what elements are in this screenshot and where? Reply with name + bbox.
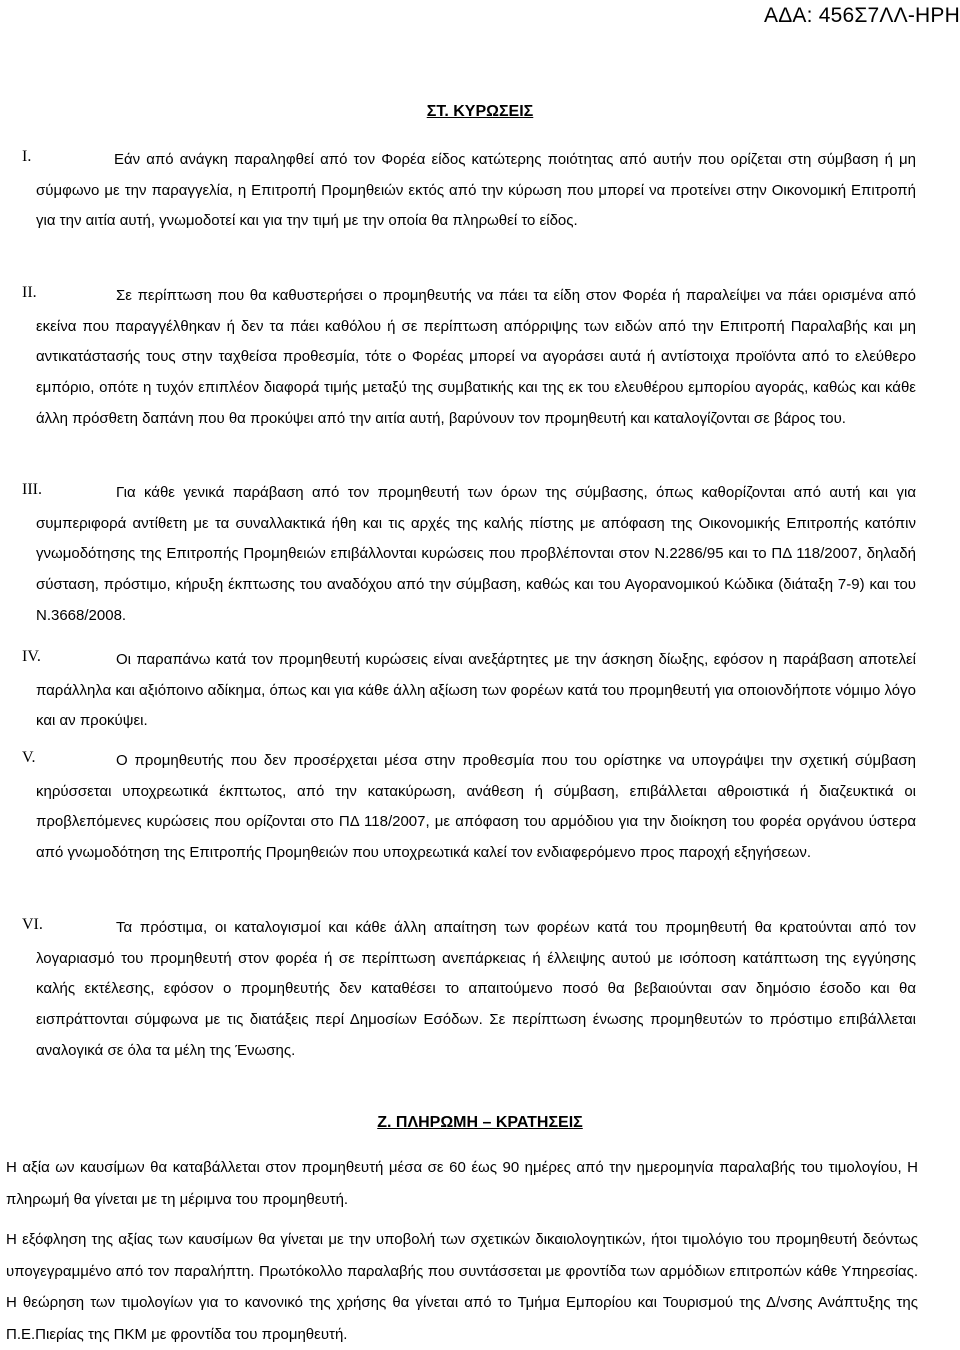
item-text-3: Για κάθε γενικά παράβαση από τον προμηθευτή των όρων της σύμβασης, όπως καθορίζονται από αυτή και για συμπεριφορά αντίθετη με τα συναλλακτικά ήθη και τις αρχές της καλής πίστης με απόφαση της Οικονομικής Επιτροπής κατόπιν γνωμοδότησης της Επιτροπής Προμηθειών επιβάλλονται κυρώσεις που προβλέπονται στον Ν.2286/95 και το ΠΔ 118/2007, δηλαδή σύσταση, πρόστιμο, κήρυξη έκπτωσης του αναδόχου από την σύμβαση, καθώς και του Αγορανομικού Κώδικα (διάταξη 7-9) και του Ν.3668/2008. (36, 484, 916, 624)
item-text-4: Οι παραπάνω κατά τον προμηθευτή κυρώσεις είναι ανεξάρτητες με την άσκηση δίωξης, εφόσον η παράβαση αποτελεί παράλληλα και αξιόποινο αδίκημα, όπως και για κάθε άλλη αξίωση των φορέων κατά του προμηθευτή για οποιονδήποτε νόμιμο λόγο και αν προκύψει. (36, 651, 916, 730)
item-numeral-3: III. (22, 481, 42, 498)
item-numeral-1: I. (22, 148, 32, 165)
payment-paragraph-1: Η αξία ων καυσίμων θα καταβάλλεται στον προμηθευτή μέσα σε 60 έως 90 ημέρες από την ημερομηνία παραλαβής του τιμολογίου, Η πληρωμή θα γίνεται με τη μέριμνα του προμηθευτή. (6, 1159, 918, 1208)
section-title-pliromi: Ζ. ΠΛΗΡΩΜΗ – ΚΡΑΤΗΣΕΙΣ (377, 1114, 583, 1131)
item-text-1: Εάν από ανάγκη παραληφθεί από τον Φορέα είδος κατώτερης ποιότητας από αυτήν που ορίζεται στη σύμβαση ή μη σύμφωνο με την παραγγελία, η Επιτροπή Προμηθειών εκτός από την κύρωση που μπορεί να προτείνει στην Οικονομική Επιτροπή για την αιτία αυτή, γνωμοδοτεί και για την τιμή με την οποία θα πληρωθεί το είδος. (36, 151, 916, 230)
payment-paragraph-2: Η εξόφληση της αξίας των καυσίμων θα γίνεται με την υποβολή των σχετικών δικαιολογητικών, ήτοι τιμολόγιο του προμηθευτή δεόντως υπογεγραμμένο από τον παραλήπτη. Πρωτόκολλο παραλαβής που συντάσσεται με φροντίδα των αρμόδιων επιτροπών κάθε Υπηρεσίας. Η θεώρηση των τιμολογίων για το κανονικό της χρήσης θα γίνεται από το Τμήμα Εμπορίου και Τουρισμού της Δ/νσης Ανάπτυξης της Π.Ε.Πιερίας της ΠΚΜ με φροντίδα του προμηθευτή. (6, 1231, 918, 1343)
item-numeral-4: IV. (22, 648, 41, 665)
item-numeral-6: VI. (22, 916, 43, 933)
item-text-6: Τα πρόστιμα, οι καταλογισμοί και κάθε άλλη απαίτηση των φορέων κατά του προμηθευτή θα κρατούνται από τον λογαριασμό του προμηθευτή στον φορέα ή σε περίπτωση ανεπάρκειας ή έλλειψης αυτού με ισόποση κατάπτωση της εγγύησης καλής εκτέλεσης, εφόσον ο προμηθευτής δεν καταθέσει το απαιτούμενο ποσό θα βεβαιούνται σαν δημόσιο έσοδο και θα εισπράττονται σύμφωνα με τις διατάξεις περί Δημοσίων Εσόδων. Σε περίπτωση ένωσης προμηθευτών το πρόστιμο επιβάλλεται αναλογικά σε όλα τα μέλη της Ένωσης. (36, 919, 916, 1059)
item-text-5: Ο προμηθευτής που δεν προσέρχεται μέσα στην προθεσμία που του ορίστηκε να υπογράψει την σχετική σύμβαση κηρύσσεται υποχρεωτικά έκπτωτος, από την κατακύρωση, ανάθεση ή σύμβαση, επιβάλλεται αθροιστικά ή διαζευκτικά οι προβλεπόμενες κυρώσεις που ορίζονται στο ΠΔ 118/2007, με απόφαση του αρμόδιου για την διοίκηση του φορέα οργάνου ύστερα από γνωμοδότηση της Επιτροπής Προμηθειών που υποχρεωτικά καλεί τον ενδιαφερόμενο προς παροχή εξηγήσεων. (36, 752, 916, 862)
item-numeral-2: II. (22, 284, 37, 301)
item-text-2: Σε περίπτωση που θα καθυστερήσει ο προμηθευτής να πάει τα είδη στον Φορέα ή παραλείψει να πάει ορισμένα από εκείνα που παραγγέλθηκαν ή δεν τα πάει καθόλου ή σε περίπτωση απόρριψης των ειδών από την Επιτροπή Παραλαβής και μη αντικατάστασής τους στην ταχθείσα προθεσμία, τότε ο Φορέας μπορεί να αγοράσει αυτά ή αντίστοιχα προϊόντα από το ελεύθερο εμπόριο, οπότε η τυχόν επιπλέον διαφορά τιμής μεταξύ της συμβατικής και της εκ του ελευθέρου εμπορίου αγοράς, καθώς και κάθε άλλη πρόσθετη δαπάνη που θα προκύψει από την αιτία αυτή, βαρύνουν τον προμηθευτή και καταλογίζονται σε βάρος του. (36, 287, 916, 427)
ada-code: ΑΔΑ: 456Σ7ΛΛ-ΗΡΗ (764, 4, 960, 27)
section-title-kyroseis: ΣΤ. ΚΥΡΩΣΕΙΣ (426, 103, 534, 120)
item-numeral-5: V. (22, 749, 36, 766)
